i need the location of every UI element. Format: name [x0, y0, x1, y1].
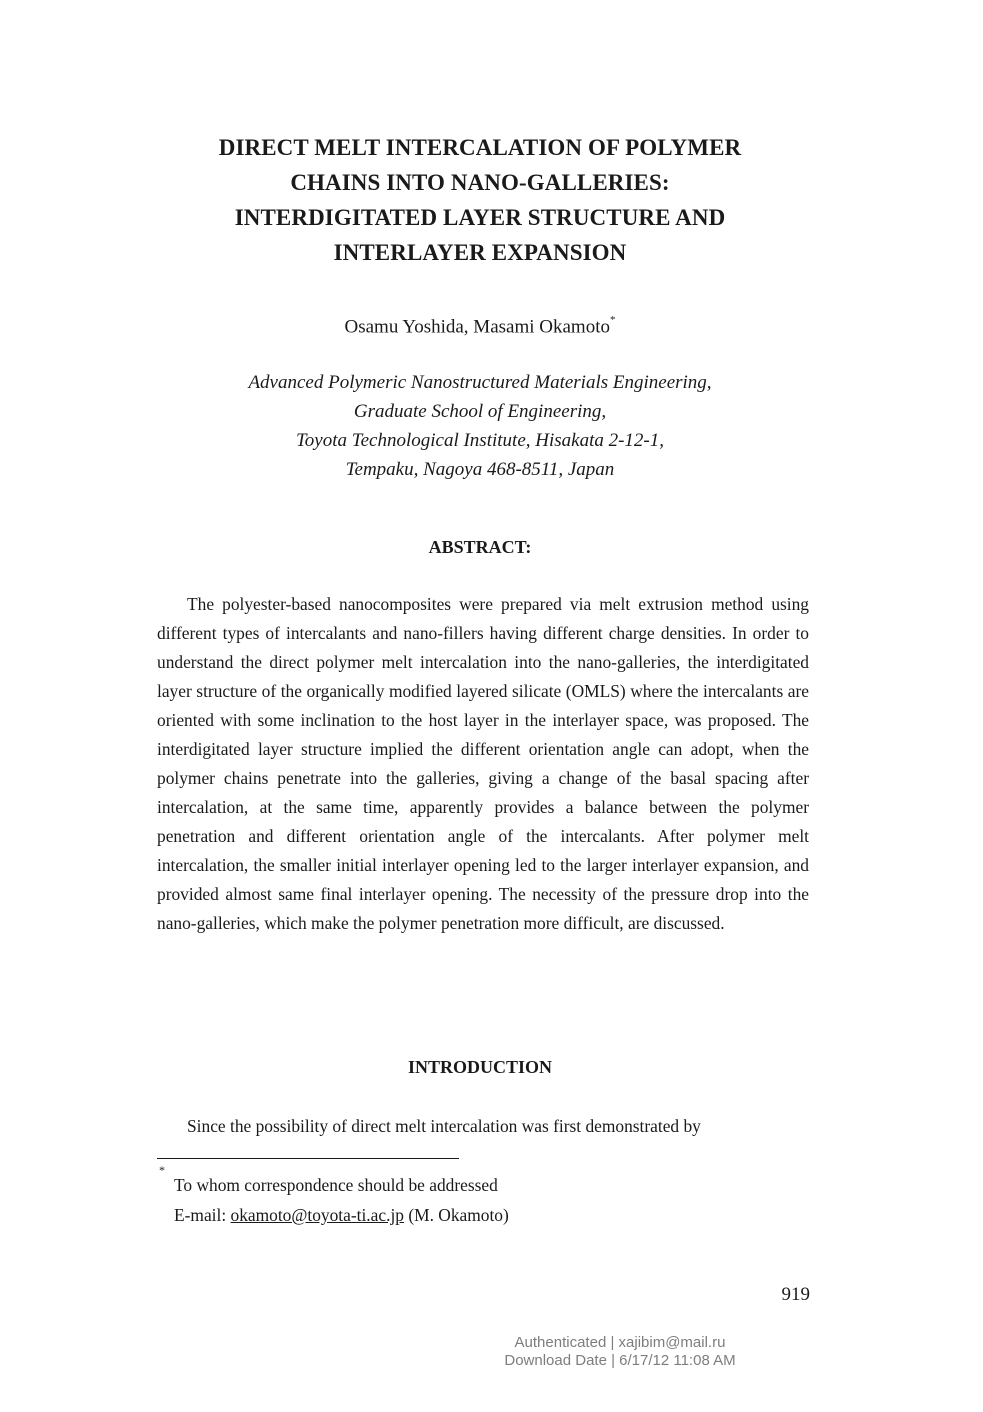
abstract-heading: ABSTRACT: — [428, 537, 532, 557]
footnote-mark: * — [159, 1163, 165, 1177]
corresponding-author-mark: * — [609, 314, 616, 326]
email-label: E-mail: — [174, 1205, 231, 1225]
page-number: 919 — [781, 1284, 810, 1305]
title-line: INTERLAYER EXPANSION — [333, 240, 627, 265]
download-watermark — [440, 1334, 800, 1370]
introduction-heading: INTRODUCTION — [407, 1057, 553, 1077]
watermark-line: Download Date | 6/17/12 11:08 AM — [504, 1352, 736, 1369]
abstract-body: The polyester-based nanocomposites were prepared via melt extrusion method using different types of intercalants and nano-fillers having different charge densities. In order to understand the direct polymer melt intercalation into the nano-galleries, the interdigitated layer structure of the organically modified layered silicate (OMLS) where the intercalants are oriented with some inclination to the host layer in the interlayer space, was proposed. The interdigitated layer structure implied the different orientation angle can adopt, when the polymer chains penetrate into the galleries, giving a change of the basal spacing after intercalation, at the same time, apparently provides a balance between the polymer penetration and different orientation angle of the intercalants. After polymer melt intercalation, the smaller initial interlayer opening led to the larger interlayer expansion, and provided almost same final interlayer opening. The necessity of the pressure drop into the nano-galleries, which make the polymer penetration more difficult, are discussed. — [157, 594, 809, 933]
title-line: CHAINS INTO NANO-GALLERIES: — [290, 170, 670, 195]
email-link[interactable]: okamoto@toyota-ti.ac.jp — [230, 1205, 404, 1225]
watermark-line: Authenticated | xajibim@mail.ru — [514, 1334, 726, 1351]
footnote-rule — [157, 1158, 459, 1159]
paper-title — [120, 130, 840, 270]
introduction-body: Since the possibility of direct melt intercalation was first demonstrated by — [187, 1116, 701, 1136]
author-names: Osamu Yoshida, Masami Okamoto — [344, 316, 610, 338]
affiliation-line: Tempaku, Nagoya 468-8511, Japan — [345, 459, 615, 480]
footnote-email-line — [174, 1205, 509, 1226]
affiliation-line: Graduate School of Engineering, — [353, 401, 607, 422]
affiliation — [120, 368, 840, 484]
author-list — [120, 316, 840, 338]
footnote-correspondence: To whom correspondence should be addressed — [174, 1175, 498, 1195]
email-suffix: (M. Okamoto) — [403, 1205, 509, 1225]
title-line: DIRECT MELT INTERCALATION OF POLYMER — [218, 135, 742, 160]
affiliation-line: Advanced Polymeric Nanostructured Materials Engineering, — [248, 372, 712, 393]
title-line: INTERDIGITATED LAYER STRUCTURE AND — [234, 205, 726, 230]
affiliation-line: Toyota Technological Institute, Hisakata 2-12-1, — [295, 430, 665, 451]
